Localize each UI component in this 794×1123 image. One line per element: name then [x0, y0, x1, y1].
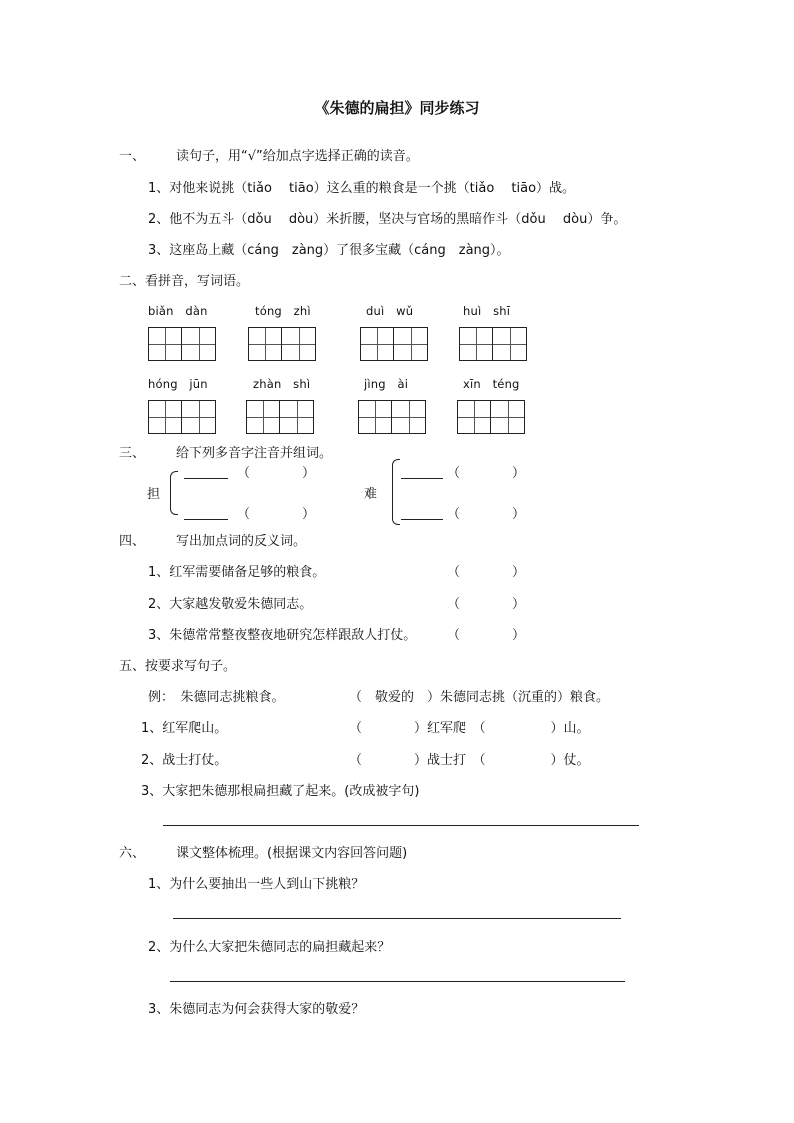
writing-grid[interactable]: [248, 327, 316, 361]
writing-grid[interactable]: [457, 400, 525, 434]
section-3-instruction: 给下列多音字注音并组词。: [176, 446, 333, 461]
section-1-number: 一、: [119, 149, 146, 164]
writing-grid[interactable]: [459, 327, 527, 361]
s5-item-1-answer[interactable]: （ ）红军爬 （ ）山。: [349, 721, 590, 736]
section-3-number: 三、: [119, 446, 146, 461]
pinyin-8: xīn téng: [463, 377, 520, 391]
s5-item-2-answer[interactable]: （ ）战士打 （ ）仗。: [349, 753, 590, 768]
answer-line[interactable]: [170, 981, 625, 982]
s6-question-3: 3、朱德同志为何会获得大家的敬爱？: [148, 1002, 365, 1017]
s5-item-3: 3、大家把朱德那根扁担藏了起来。(改成被字句): [141, 784, 420, 799]
polyphone-char-1: 担: [147, 487, 161, 502]
s1-item-1: 1、对他来说挑（tiǎo tiāo）这么重的粮食是一个挑（tiǎo tiāo）战。: [148, 181, 576, 196]
paren-blank[interactable]: （ ）: [237, 507, 316, 522]
pinyin-1: biǎn dàn: [148, 304, 208, 318]
writing-grid[interactable]: [148, 400, 216, 434]
s4-item-3: 3、朱德常常整夜整夜地研究怎样跟敌人打仗。: [148, 628, 417, 643]
pinyin-2: tóng zhì: [255, 304, 311, 318]
paren-blank[interactable]: （ ）: [447, 597, 526, 612]
paren-blank[interactable]: （ ）: [447, 565, 526, 580]
s5-item-1: 1、红军爬山。: [141, 721, 228, 736]
pinyin-5: hóng jūn: [148, 377, 208, 391]
answer-blank[interactable]: [184, 519, 228, 520]
answer-line[interactable]: [173, 918, 621, 919]
example-expanded: （ 敬爱的 ）朱德同志挑（沉重的）粮食。: [349, 690, 610, 705]
s4-item-1: 1、红军需要储备足够的粮食。: [148, 565, 326, 580]
section-2-heading: 二、看拼音，写词语。: [119, 274, 250, 289]
paren-blank[interactable]: （ ）: [447, 466, 526, 481]
example-original: 例： 朱德同志挑粮食。: [148, 690, 285, 705]
left-brace: [170, 471, 178, 515]
s6-question-2: 2、为什么大家把朱德同志的扁担藏起来？: [148, 940, 391, 955]
s1-item-2: 2、他不为五斗（dǒu dòu）米折腰，坚决与官场的黑暗作斗（dǒu dòu）争。: [148, 212, 627, 227]
answer-blank[interactable]: [401, 519, 443, 520]
section-4-instruction: 写出加点词的反义词。: [176, 534, 307, 549]
section-4-number: 四、: [119, 534, 146, 549]
writing-grid[interactable]: [246, 400, 314, 434]
s1-item-3: 3、这座岛上藏（cáng zàng）了很多宝藏（cáng zàng）。: [148, 243, 510, 258]
left-brace: [392, 459, 400, 525]
polyphone-char-2: 难: [364, 487, 378, 502]
section-5-heading: 五、按要求写句子。: [119, 659, 237, 674]
s4-item-2: 2、大家越发敬爱朱德同志。: [148, 597, 313, 612]
writing-grid[interactable]: [360, 327, 428, 361]
pinyin-4: huì shī: [463, 304, 511, 318]
paren-blank[interactable]: （ ）: [447, 507, 526, 522]
section-6-number: 六、: [119, 846, 146, 861]
answer-blank[interactable]: [184, 478, 228, 479]
s6-question-1: 1、为什么要抽出一些人到山下挑粮？: [148, 877, 365, 892]
paren-blank[interactable]: （ ）: [447, 628, 526, 643]
pinyin-3: duì wǔ: [366, 304, 414, 318]
section-6-instruction: 课文整体梳理。(根据课文内容回答问题): [176, 846, 408, 861]
writing-grid[interactable]: [148, 327, 216, 361]
s5-item-2: 2、战士打仗。: [141, 753, 228, 768]
paren-blank[interactable]: （ ）: [237, 466, 316, 481]
pinyin-7: jìng ài: [364, 377, 409, 391]
pinyin-6: zhàn shì: [253, 377, 311, 391]
section-1-instruction: 读句子，用“√”给加点字选择正确的读音。: [176, 149, 419, 164]
page-title: 《朱德的扁担》同步练习: [314, 99, 480, 117]
answer-line[interactable]: [163, 825, 639, 826]
answer-blank[interactable]: [401, 478, 443, 479]
writing-grid[interactable]: [358, 400, 426, 434]
